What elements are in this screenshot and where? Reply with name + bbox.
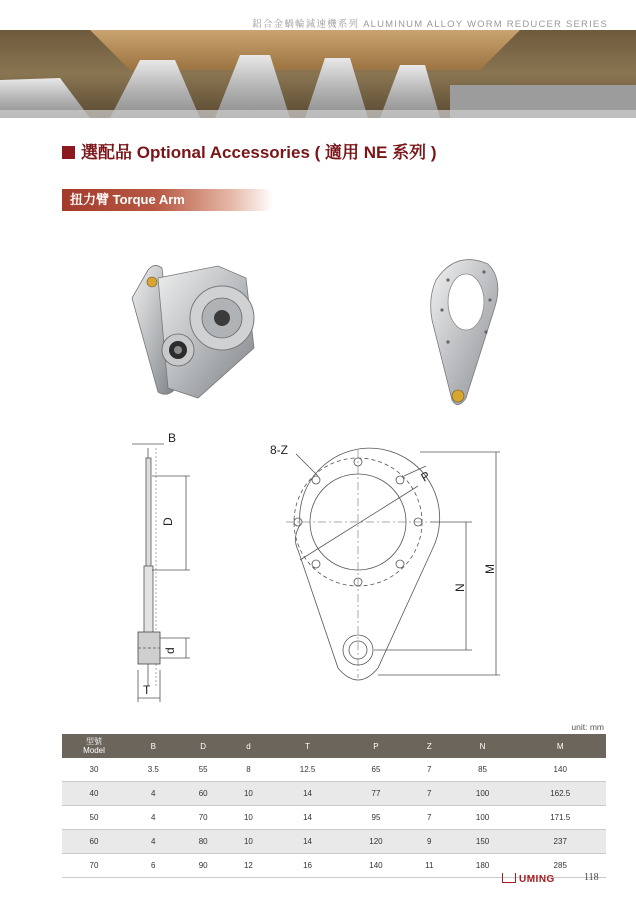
table-row bbox=[62, 806, 606, 830]
brand-logo bbox=[502, 873, 555, 885]
table-cell: 90 bbox=[181, 854, 226, 878]
table-cell: 30 bbox=[62, 758, 126, 782]
col-header: T bbox=[271, 734, 344, 758]
col-header: B bbox=[126, 734, 181, 758]
torque-arm-photo bbox=[426, 250, 502, 420]
table-cell: 4 bbox=[126, 830, 181, 854]
table-cell: 10 bbox=[226, 782, 271, 806]
section-title bbox=[62, 138, 437, 163]
table-cell: 14 bbox=[271, 830, 344, 854]
dim-label-small-d: d bbox=[163, 647, 177, 654]
table-cell: 16 bbox=[271, 854, 344, 878]
table-header-row bbox=[62, 734, 606, 758]
dim-label-z: 8-Z bbox=[270, 443, 288, 457]
table-cell: 3.5 bbox=[126, 758, 181, 782]
table-cell: 65 bbox=[344, 758, 408, 782]
table-cell: 95 bbox=[344, 806, 408, 830]
dim-label-m: M bbox=[483, 564, 497, 574]
col-header: Z bbox=[408, 734, 451, 758]
title-square-icon bbox=[62, 146, 75, 159]
table-cell: 60 bbox=[62, 830, 126, 854]
dim-label-p: P bbox=[418, 468, 433, 485]
table-cell: 85 bbox=[451, 758, 515, 782]
table-row bbox=[62, 782, 606, 806]
table-cell: 180 bbox=[451, 854, 515, 878]
table-cell: 4 bbox=[126, 782, 181, 806]
dim-label-b: B bbox=[168, 431, 177, 445]
table-cell: 12.5 bbox=[271, 758, 344, 782]
table-cell: 12 bbox=[226, 854, 271, 878]
table-cell: 4 bbox=[126, 806, 181, 830]
table-cell: 11 bbox=[408, 854, 451, 878]
table-cell: 100 bbox=[451, 782, 515, 806]
table-cell: 162.5 bbox=[514, 782, 606, 806]
dim-label-big-d: D bbox=[161, 517, 175, 526]
col-header: P bbox=[344, 734, 408, 758]
col-header: N bbox=[451, 734, 515, 758]
series-header: 鋁合金蝸輪減速機系列 ALUMINUM ALLOY WORM REDUCER SERIES bbox=[252, 19, 608, 30]
dim-label-n: N bbox=[453, 583, 467, 592]
table-cell: 8 bbox=[226, 758, 271, 782]
torque-arm-tag: 扭力臂 Torque Arm bbox=[62, 189, 274, 211]
table-row bbox=[62, 830, 606, 854]
table-cell: 14 bbox=[271, 782, 344, 806]
unit-note: unit: mm bbox=[571, 722, 604, 732]
table-cell: 50 bbox=[62, 806, 126, 830]
brand-name: UMING bbox=[519, 874, 555, 885]
table-row bbox=[62, 758, 606, 782]
section-title-text: 選配品 Optional Accessories ( 適用 NE 系列 ) bbox=[81, 143, 437, 162]
col-header: M bbox=[514, 734, 606, 758]
table-cell: 100 bbox=[451, 806, 515, 830]
col-header: D bbox=[181, 734, 226, 758]
dim-label-t: T bbox=[143, 683, 151, 697]
spec-table bbox=[62, 734, 606, 878]
table-cell: 285 bbox=[514, 854, 606, 878]
table-cell: 171.5 bbox=[514, 806, 606, 830]
table-cell: 237 bbox=[514, 830, 606, 854]
table-cell: 7 bbox=[408, 782, 451, 806]
table-cell: 10 bbox=[226, 830, 271, 854]
table-cell: 7 bbox=[408, 806, 451, 830]
table-cell: 70 bbox=[62, 854, 126, 878]
page-number: 118 bbox=[584, 872, 599, 883]
table-cell: 6 bbox=[126, 854, 181, 878]
table-cell: 80 bbox=[181, 830, 226, 854]
gear-banner-image bbox=[0, 30, 636, 118]
table-cell: 14 bbox=[271, 806, 344, 830]
col-header: d bbox=[226, 734, 271, 758]
col-header-model: 型號 Model bbox=[62, 734, 126, 758]
table-cell: 150 bbox=[451, 830, 515, 854]
table-cell: 60 bbox=[181, 782, 226, 806]
table-cell: 140 bbox=[514, 758, 606, 782]
table-cell: 120 bbox=[344, 830, 408, 854]
reducer-with-torque-arm-photo bbox=[128, 258, 270, 408]
table-cell: 40 bbox=[62, 782, 126, 806]
table-cell: 9 bbox=[408, 830, 451, 854]
table-cell: 140 bbox=[344, 854, 408, 878]
table-cell: 10 bbox=[226, 806, 271, 830]
table-cell: 55 bbox=[181, 758, 226, 782]
table-cell: 77 bbox=[344, 782, 408, 806]
torque-arm-technical-drawing bbox=[0, 430, 636, 720]
brand-mark-icon bbox=[502, 873, 516, 883]
table-cell: 70 bbox=[181, 806, 226, 830]
table-cell: 7 bbox=[408, 758, 451, 782]
